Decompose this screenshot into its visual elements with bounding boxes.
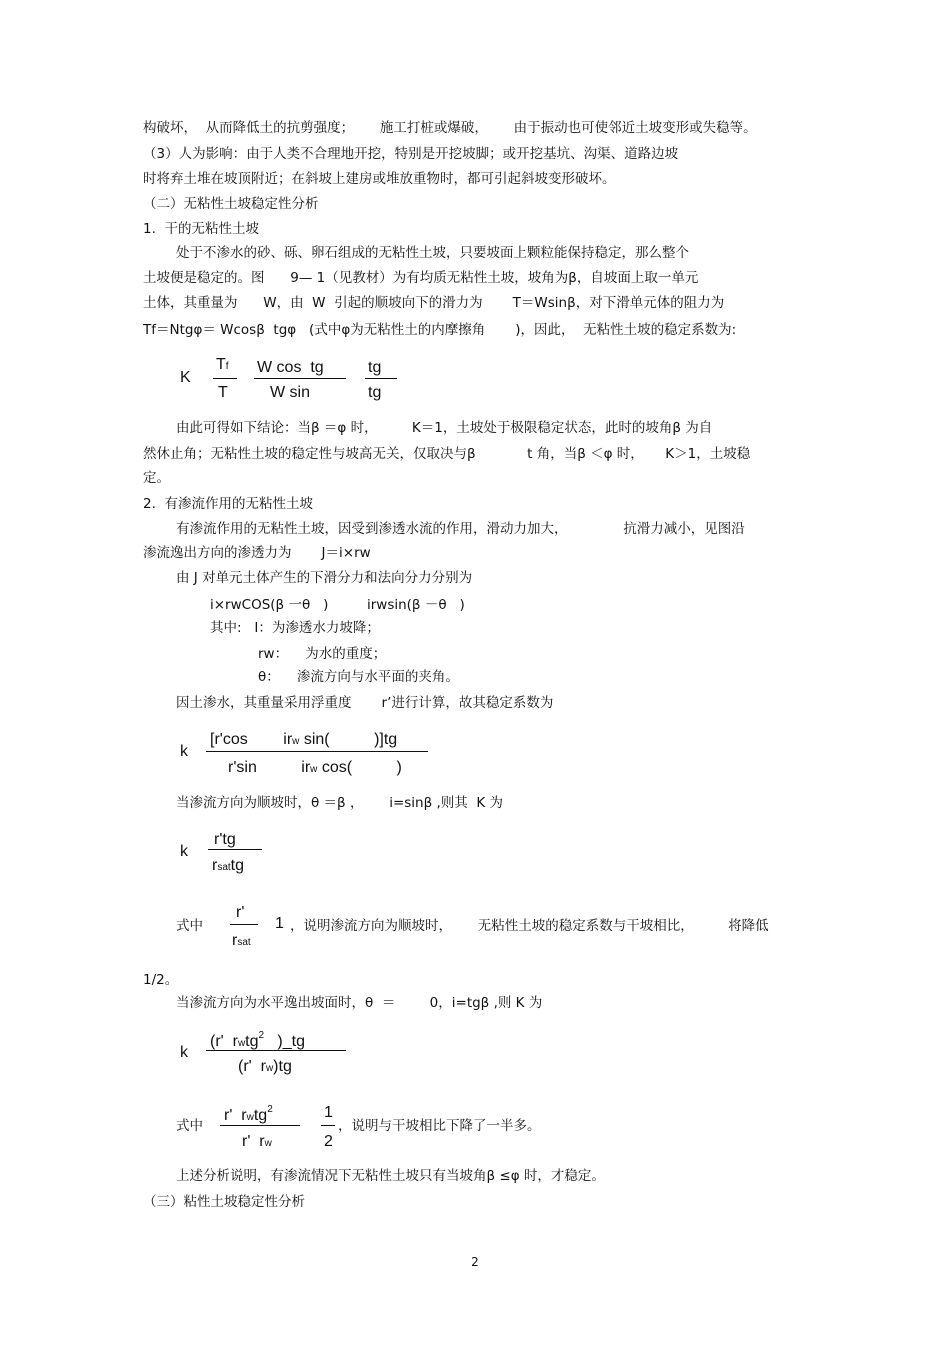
text-line: θ： 渗流方向与水平面的夹角。 — [258, 669, 459, 685]
eq1-num2: W cos tg — [257, 359, 324, 376]
text-line: 土坡便是稳定的。图 9— 1（见教材）为有均质无粘性土坡，坡角为β，自坡面上取一单元 — [143, 270, 699, 286]
text-line: 然休止角；无粘性土坡的稳定性与坡高无关，仅取决与β t 角，当β ＜φ 时， K＞1，土坡稳 — [143, 446, 751, 462]
text-line: 因土渗水，其重量采用浮重度 r’进行计算，故其稳定系数为 — [176, 695, 554, 711]
eq1-den2: W sin — [270, 384, 310, 401]
eq6-num: r' rwtg$^2$ — [224, 1104, 273, 1124]
eq2-den: r'sin irw cos( ) — [228, 759, 402, 776]
text-line: 由 J 对单元土体产生的下滑分力和法向分力分别为 — [176, 570, 473, 586]
subsection-heading: 2. 有渗流作用的无粘性土坡 — [143, 496, 313, 512]
text-line: 式中 — [176, 918, 203, 934]
text-line: 时将弃土堆在坡顶附近；在斜坡上建房或堆放重物时，都可引起斜坡变形破坏。 — [143, 171, 616, 187]
eq6-one: 1 — [324, 1104, 333, 1121]
eq5-k: k — [180, 1044, 188, 1061]
eq6-den: r' rw — [242, 1133, 272, 1150]
text-line: 其中: I：为渗透水力坡降； — [210, 620, 380, 636]
eq3-num: r'tg — [214, 831, 236, 848]
eq3-k: k — [180, 843, 188, 860]
eq2-num: [r'cos irw sin( )]tg — [210, 731, 398, 748]
text-line: 构破坏， 从而降低土的抗剪强度； 施工打桩或爆破， 由于振动也可使邻近土坡变形或失稳等。 — [143, 120, 757, 136]
text-line: 当渗流方向为水平逸出坡面时，θ ＝ 0，i=tgβ ,则 K 为 — [176, 995, 543, 1011]
text-line: rw： 为水的重度； — [258, 646, 387, 662]
text-line: 当渗流方向为顺坡时，θ ＝β ， i=sinβ ,则其 K 为 — [176, 795, 504, 811]
eq4-num: r' — [236, 904, 245, 921]
eq1-den1: T — [218, 384, 228, 401]
eq1-num1: Tf — [216, 356, 229, 373]
eq5-den: (r' rw)tg — [238, 1058, 292, 1075]
text-line: 1/2。 — [143, 972, 179, 988]
eq6-two: 2 — [324, 1133, 333, 1150]
eq1-den3: tg — [368, 384, 382, 401]
text-line: 渗流逸出方向的渗透力为 J＝i×rw — [143, 545, 371, 561]
eq4-one: 1 — [275, 915, 284, 932]
eq2-k: k — [180, 743, 188, 760]
text-line: 有渗流作用的无粘性土坡，因受到渗透水流的作用，滑动力加大， 抗滑力减小，见图沿 — [176, 521, 745, 537]
eq4-den: rsat — [232, 932, 251, 949]
subsection-heading: 1. 干的无粘性土坡 — [143, 221, 259, 237]
eq5-num: (r' rwtg$^2$ )_tg — [210, 1030, 305, 1050]
text-line: ，说明渗流方向为顺坡时， 无粘性土坡的稳定系数与干坡相比， 将降低 — [290, 918, 769, 934]
text-line: ，说明与干坡相比下降了一半多。 — [338, 1118, 541, 1134]
eq1-num3: tg — [368, 359, 382, 376]
eq1-k: K — [180, 369, 191, 386]
text-line: 式中 — [176, 1118, 203, 1134]
text-line: 由此可得如下结论：当β ＝φ 时， K＝1，土坡处于极限稳定状态，此时的坡角β 为自 — [176, 420, 713, 436]
text-line: 定。 — [143, 470, 170, 486]
text-line: 处于不渗水的砂、砾、卵石组成的无粘性土坡，只要坡面上颗粒能保持稳定，那么整个 — [176, 245, 689, 261]
text-line: （3）人为影响：由于人类不合理地开挖，特别是开挖坡脚；或开挖基坑、沟渠、道路边坡 — [143, 146, 679, 162]
page-number: 2 — [471, 1255, 479, 1269]
section-heading: （三）粘性土坡稳定性分析 — [143, 1194, 305, 1210]
section-heading: （二）无粘性土坡稳定性分析 — [143, 196, 319, 212]
text-line: 土体，其重量为 W，由 W 引起的顺坡向下的滑力为 T＝Wsinβ，对下滑单元体的阻力为 — [143, 295, 725, 311]
text-line: 上述分析说明，有渗流情况下无粘性土坡只有当坡角β ≤φ 时，才稳定。 — [176, 1168, 605, 1184]
eq3-den: rsattg — [212, 857, 245, 874]
formula-line: i×rwCOS(β 一θ ) irwsin(β －θ ) — [210, 597, 465, 613]
text-line: Tf＝Ntgφ＝ Wcosβ tgφ (式中φ为无粘性土的内摩擦角 )，因此， 无粘性土坡的稳定系数为: — [143, 322, 737, 338]
